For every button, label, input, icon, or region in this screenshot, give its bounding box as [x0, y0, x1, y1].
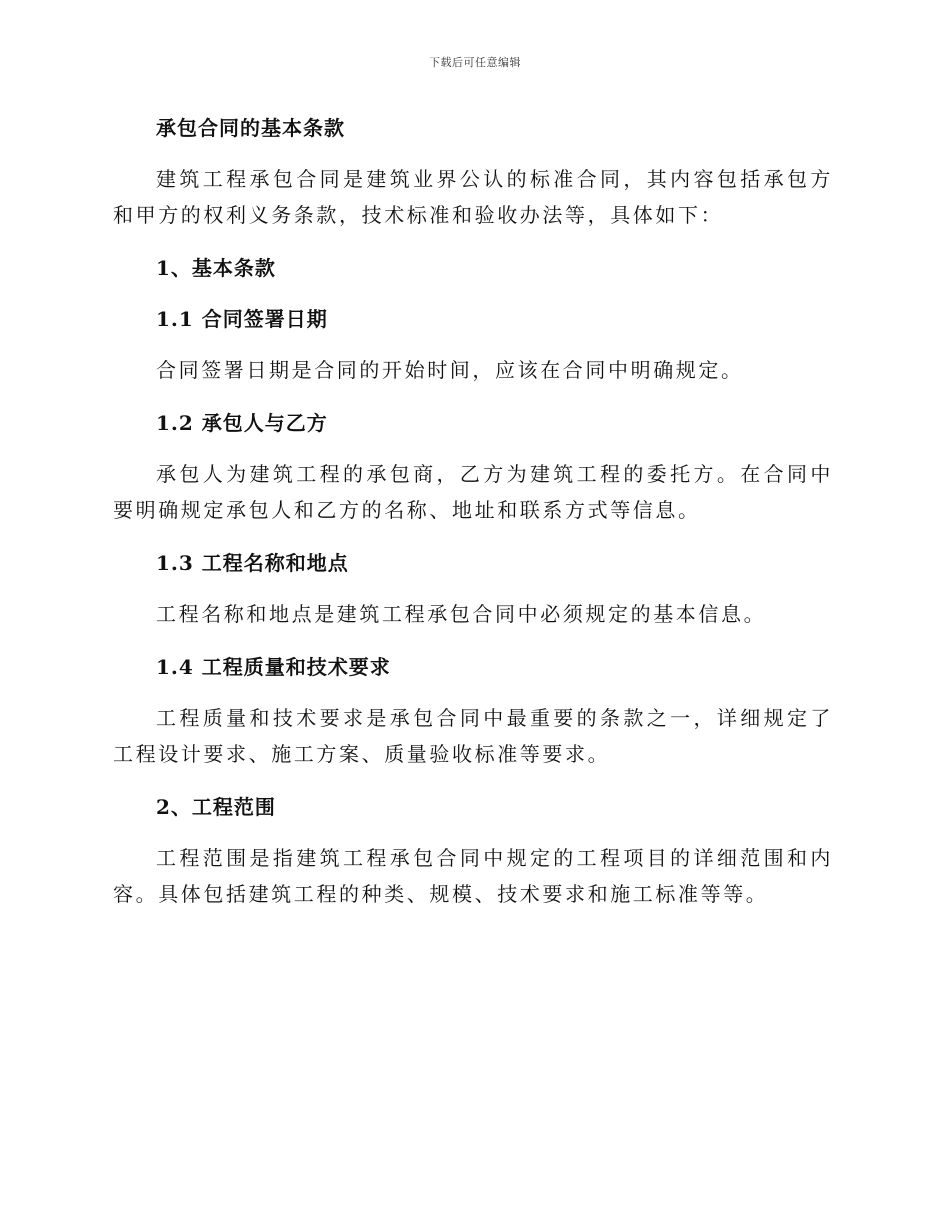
clause-1-1-text: 合同签署日期是合同的开始时间，应该在合同中明确规定。: [156, 358, 744, 382]
clause-1-2-heading: 1.2 承包人与乙方: [156, 411, 328, 435]
intro-paragraph: 建筑工程承包合同是建筑业界公认的标准合同，其内容包括承包方和甲方的权利义务条款，技术标准和验收办法等，具体如下：: [113, 167, 833, 227]
page-header: 下载后可任意编辑: [429, 56, 521, 69]
document-title: 承包合同的基本条款: [156, 116, 345, 140]
clause-1-2-text: 承包人为建筑工程的承包商，乙方为建筑工程的委托方。在合同中要明确规定承包人和乙方的名称、地址和联系方式等信息。: [113, 462, 833, 522]
clause-1-3-text: 工程名称和地点是建筑工程承包合同中必须规定的基本信息。: [156, 602, 767, 626]
section-2-text: 工程范围是指建筑工程承包合同中规定的工程项目的详细范围和内容。具体包括建筑工程的种类、规模、技术要求和施工标准等等。: [113, 846, 833, 906]
section-1-heading: 1、基本条款: [156, 256, 276, 280]
section-2-heading: 2、工程范围: [156, 795, 276, 819]
clause-1-3-heading: 1.3 工程名称和地点: [156, 551, 349, 575]
clause-1-1-heading: 1.1 合同签署日期: [156, 307, 328, 331]
clause-1-4-text: 工程质量和技术要求是承包合同中最重要的条款之一，详细规定了工程设计要求、施工方案、质量验收标准等要求。: [113, 706, 833, 766]
document-body: [113, 110, 833, 912]
clause-1-4-heading: 1.4 工程质量和技术要求: [156, 655, 391, 679]
